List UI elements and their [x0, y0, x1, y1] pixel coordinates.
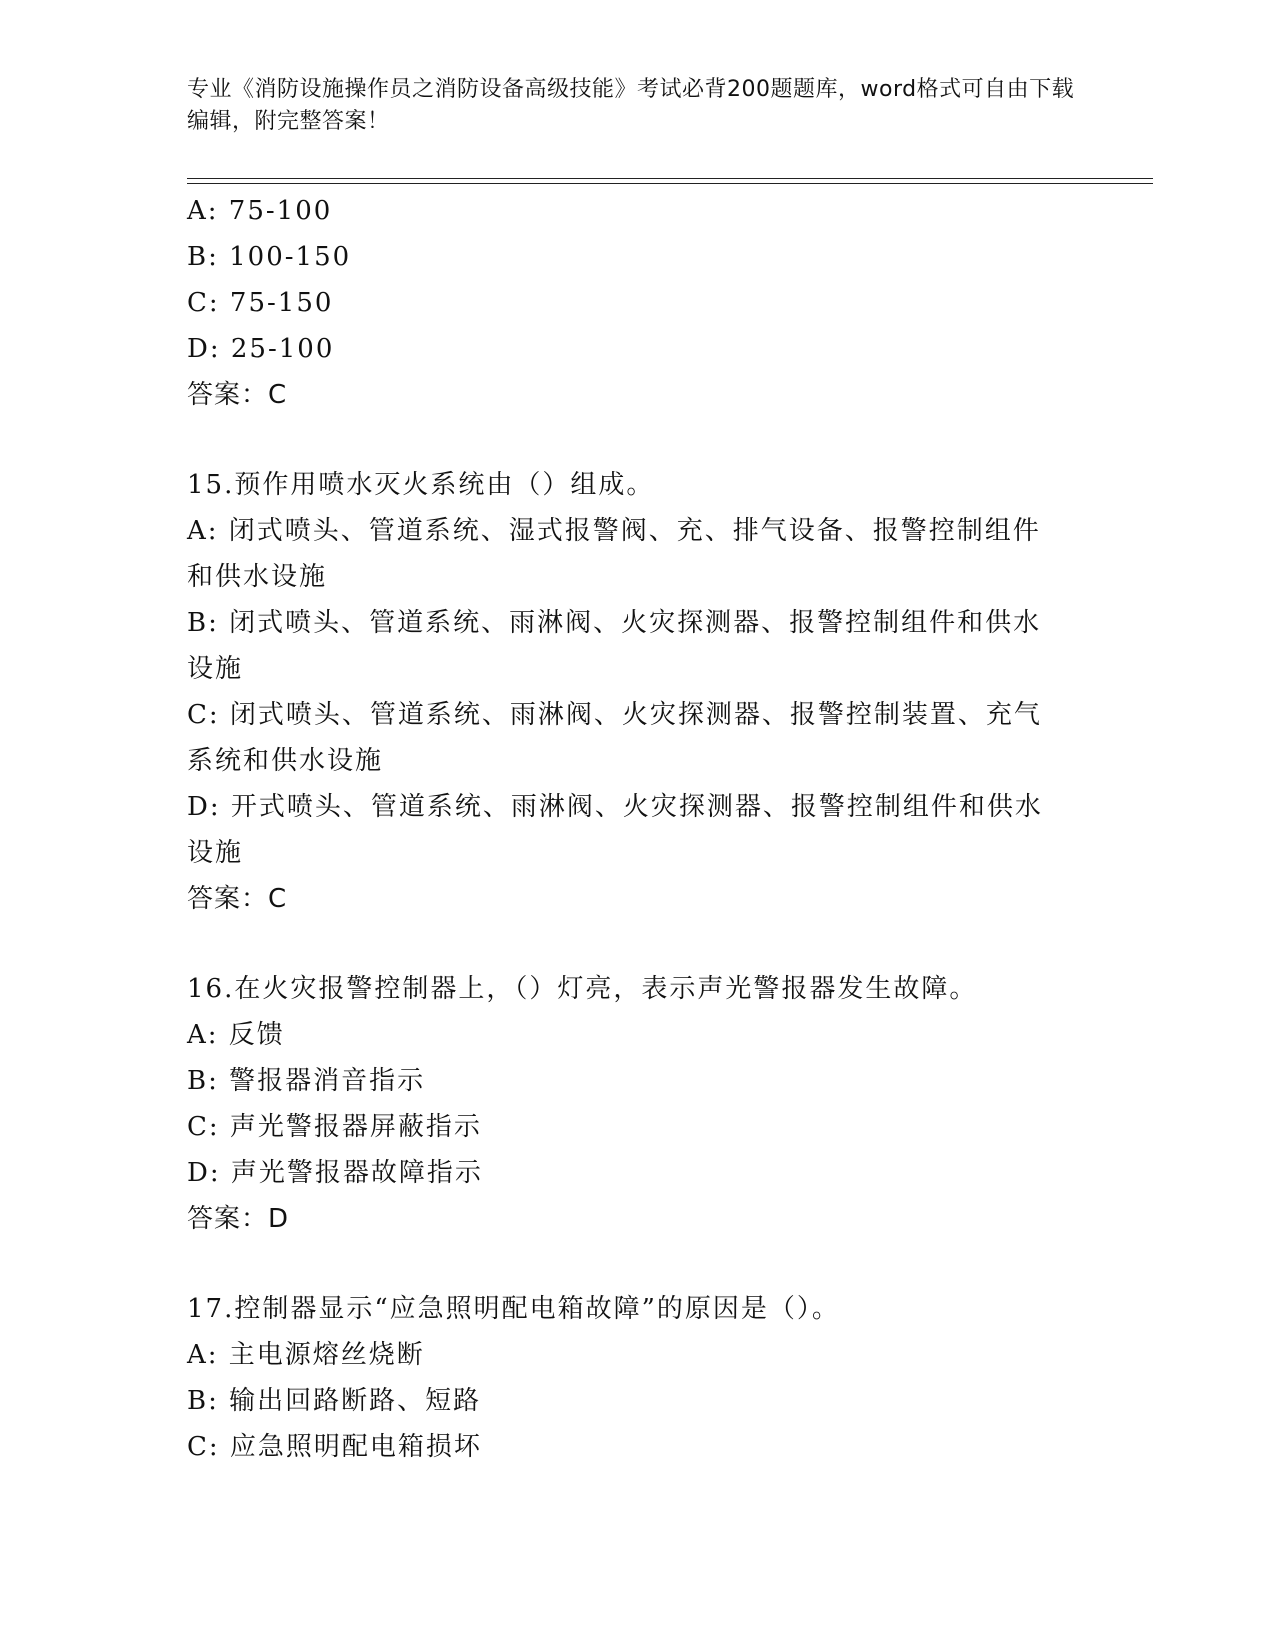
spacer [187, 1242, 1067, 1286]
answer: 答案：C [187, 884, 288, 914]
spacer [187, 418, 1067, 462]
question-17 [187, 1286, 1067, 1470]
answer: 答案：D [187, 1204, 290, 1234]
option-a: A: 75-100 [187, 196, 333, 226]
question-stem: 17.控制器显示“应急照明配电箱故障”的原因是（）。 [187, 1294, 840, 1324]
option-b: B: 输出回路断路、短路 [187, 1386, 482, 1416]
option-c: C: 声光警报器屏蔽指示 [187, 1112, 482, 1142]
question-15 [187, 462, 1067, 922]
option-c: C: 75-150 [187, 288, 334, 318]
option-a: A: 反馈 [187, 1020, 285, 1050]
option-d: D: 25-100 [187, 334, 335, 364]
option-a: A: 主电源熔丝烧断 [187, 1340, 425, 1370]
header-divider-bottom [187, 183, 1153, 184]
option-b: B: 警报器消音指示 [187, 1066, 426, 1096]
option-b: B: 100-150 [187, 242, 352, 272]
option-c: C: 闭式喷头、管道系统、雨淋阀、火灾探测器、报警控制装置、充气系统和供水设施 [187, 700, 1042, 776]
option-a: A: 闭式喷头、管道系统、湿式报警阀、充、排气设备、报警控制组件和供水设施 [187, 516, 1041, 592]
header-divider-top [187, 178, 1153, 179]
option-d: D: 开式喷头、管道系统、雨淋阀、火灾探测器、报警控制组件和供水设施 [187, 792, 1043, 868]
option-d: D: 声光警报器故障指示 [187, 1158, 483, 1188]
question-16 [187, 966, 1067, 1242]
option-b: B: 闭式喷头、管道系统、雨淋阀、火灾探测器、报警控制组件和供水设施 [187, 608, 1042, 684]
question-stem: 16.在火灾报警控制器上，（）灯亮，表示声光警报器发生故障。 [187, 974, 978, 1004]
option-c: C: 应急照明配电箱损坏 [187, 1432, 482, 1462]
spacer [187, 922, 1067, 966]
document-header: 专业《消防设施操作员之消防设备高级技能》考试必背200题题库，word格式可自由下载编辑，附完整答案！ [187, 77, 1075, 134]
question-list [187, 188, 1067, 1470]
question-stem: 15.预作用喷水灭火系统由（）组成。 [187, 470, 655, 500]
answer: 答案：C [187, 380, 288, 410]
question-14-continued [187, 188, 1067, 418]
